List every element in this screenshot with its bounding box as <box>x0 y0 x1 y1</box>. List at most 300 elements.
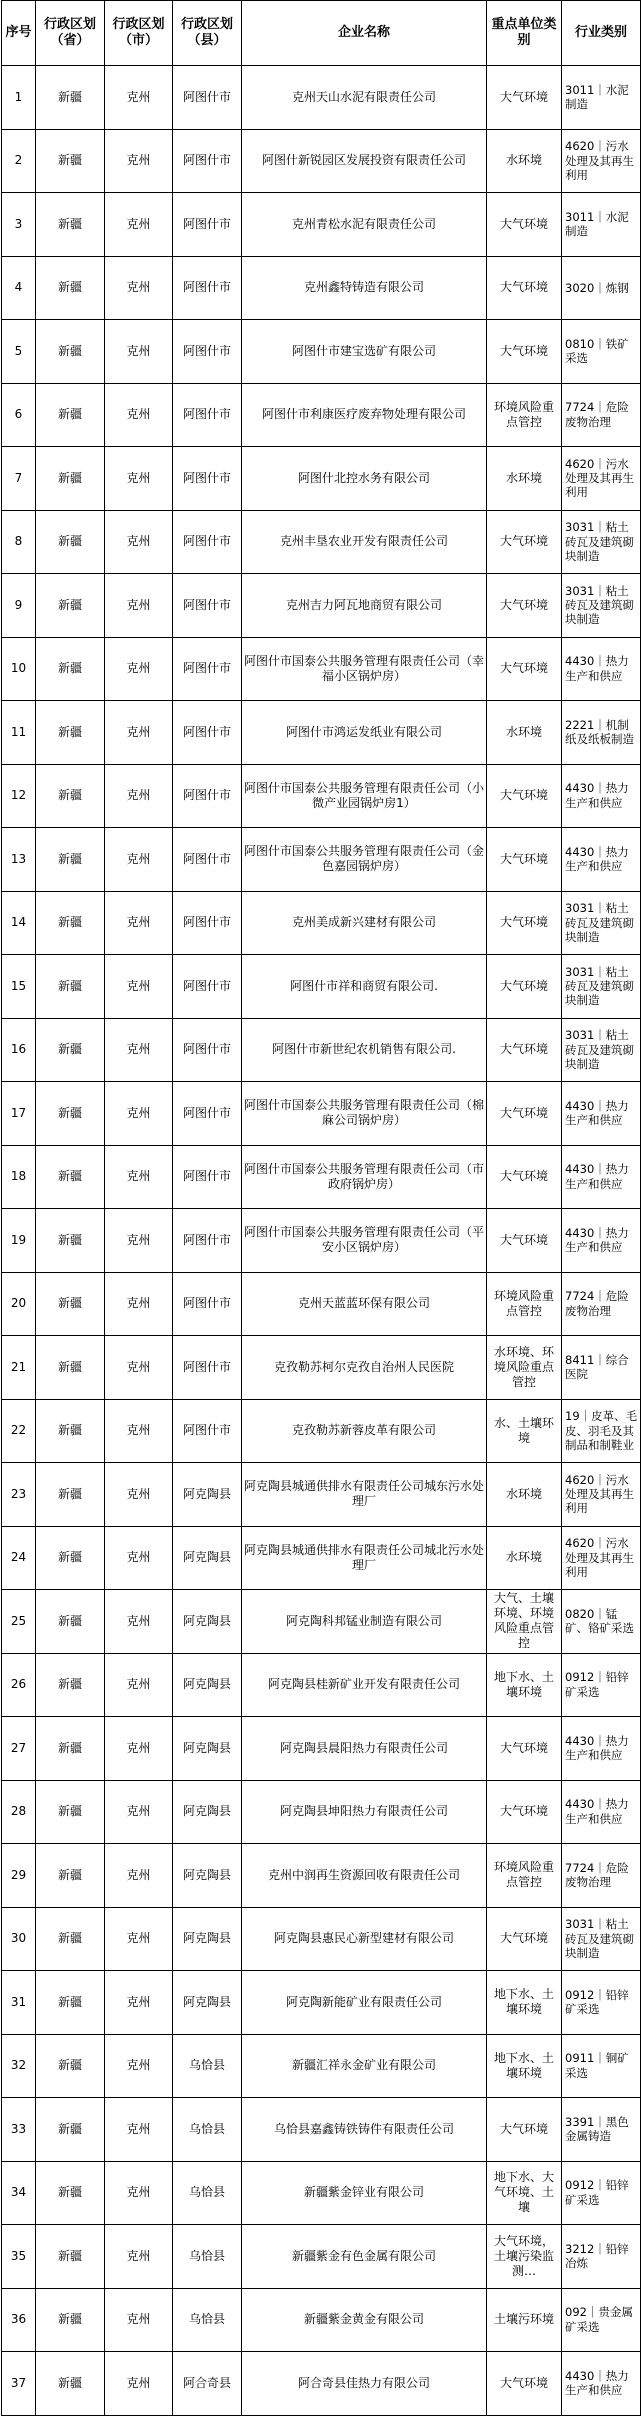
enterprise-name-cell: 克州鑫特铸造有限公司 <box>242 256 487 320</box>
unit-type-cell: 水环境 <box>487 129 562 193</box>
county-cell: 阿图什市 <box>173 1018 242 1082</box>
unit-type-cell: 大气环境 <box>487 510 562 574</box>
industry-cell: 3212｜铅锌冶炼 <box>562 2225 641 2289</box>
table-row <box>2 383 641 447</box>
county-cell: 阿图什市 <box>173 510 242 574</box>
unit-type-cell: 大气环境 <box>487 764 562 828</box>
industry-cell: 7724｜危险废物治理 <box>562 1844 641 1908</box>
enterprise-name-cell: 新疆紫金有色金属有限公司 <box>242 2225 487 2289</box>
city-cell: 克州 <box>105 1653 173 1717</box>
header-type: 重点单位类别 <box>487 1 562 66</box>
table-row <box>2 1082 641 1146</box>
province-cell: 新疆 <box>36 1717 105 1781</box>
county-cell: 阿图什市 <box>173 891 242 955</box>
seq-cell: 23 <box>2 1463 36 1527</box>
seq-cell: 30 <box>2 1907 36 1971</box>
enterprise-name-cell: 克州吉力阿瓦地商贸有限公司 <box>242 574 487 638</box>
seq-cell: 37 <box>2 2352 36 2416</box>
seq-cell: 24 <box>2 1526 36 1590</box>
table-row <box>2 1526 641 1590</box>
industry-cell: 19｜皮革、毛皮、羽毛及其制品和制鞋业 <box>562 1399 641 1463</box>
unit-type-cell: 大气环境 <box>487 2098 562 2162</box>
seq-cell: 1 <box>2 66 36 130</box>
seq-cell: 25 <box>2 1590 36 1654</box>
province-cell: 新疆 <box>36 1018 105 1082</box>
province-cell: 新疆 <box>36 1590 105 1654</box>
industry-cell: 4620｜污水处理及其再生利用 <box>562 447 641 511</box>
unit-type-cell: 环境风险重点管控 <box>487 1844 562 1908</box>
industry-cell: 092｜贵金属矿采选 <box>562 2288 641 2352</box>
industry-cell: 2221｜机制纸及纸板制造 <box>562 701 641 765</box>
table-row <box>2 574 641 638</box>
county-cell: 阿克陶县 <box>173 1653 242 1717</box>
county-cell: 阿图什市 <box>173 1272 242 1336</box>
industry-cell: 3031｜粘土砖瓦及建筑砌块制造 <box>562 510 641 574</box>
table-row <box>2 129 641 193</box>
industry-cell: 4430｜热力生产和供应 <box>562 1082 641 1146</box>
province-cell: 新疆 <box>36 320 105 384</box>
seq-cell: 21 <box>2 1336 36 1400</box>
county-cell: 阿克陶县 <box>173 1526 242 1590</box>
table-row <box>2 510 641 574</box>
industry-cell: 4430｜热力生产和供应 <box>562 1780 641 1844</box>
enterprise-name-cell: 阿克陶县惠民心新型建材有限公司 <box>242 1907 487 1971</box>
province-cell: 新疆 <box>36 1907 105 1971</box>
seq-cell: 16 <box>2 1018 36 1082</box>
unit-type-cell: 水环境 <box>487 447 562 511</box>
table-row <box>2 1463 641 1527</box>
table-row <box>2 1907 641 1971</box>
unit-type-cell: 大气环境 <box>487 1018 562 1082</box>
enterprise-name-cell: 阿合奇县佳热力有限公司 <box>242 2352 487 2416</box>
table-row <box>2 2288 641 2352</box>
province-cell: 新疆 <box>36 2034 105 2098</box>
seq-cell: 35 <box>2 2225 36 2289</box>
industry-cell: 3031｜粘土砖瓦及建筑砌块制造 <box>562 891 641 955</box>
seq-cell: 8 <box>2 510 36 574</box>
table-row <box>2 320 641 384</box>
industry-cell: 7724｜危险废物治理 <box>562 383 641 447</box>
province-cell: 新疆 <box>36 2098 105 2162</box>
table-row <box>2 2225 641 2289</box>
province-cell: 新疆 <box>36 2288 105 2352</box>
industry-cell: 4430｜热力生产和供应 <box>562 2352 641 2416</box>
city-cell: 克州 <box>105 764 173 828</box>
province-cell: 新疆 <box>36 1145 105 1209</box>
unit-type-cell: 大气环境 <box>487 1907 562 1971</box>
seq-cell: 26 <box>2 1653 36 1717</box>
city-cell: 克州 <box>105 510 173 574</box>
seq-cell: 7 <box>2 447 36 511</box>
table-row <box>2 2352 641 2416</box>
province-cell: 新疆 <box>36 1082 105 1146</box>
county-cell: 阿图什市 <box>173 637 242 701</box>
city-cell: 克州 <box>105 1971 173 2035</box>
city-cell: 克州 <box>105 2034 173 2098</box>
enterprise-name-cell: 新疆紫金黄金有限公司 <box>242 2288 487 2352</box>
unit-type-cell: 大气环境 <box>487 1082 562 1146</box>
table-header <box>2 1 641 66</box>
city-cell: 克州 <box>105 1780 173 1844</box>
header-city: 行政区划（市） <box>105 1 173 66</box>
unit-type-cell: 环境风险重点管控 <box>487 383 562 447</box>
county-cell: 阿图什市 <box>173 383 242 447</box>
industry-cell: 3031｜粘土砖瓦及建筑砌块制造 <box>562 955 641 1019</box>
table-row <box>2 701 641 765</box>
city-cell: 克州 <box>105 1082 173 1146</box>
province-cell: 新疆 <box>36 574 105 638</box>
county-cell: 阿克陶县 <box>173 1717 242 1781</box>
industry-cell: 7724｜危险废物治理 <box>562 1272 641 1336</box>
header-industry: 行业类别 <box>562 1 641 66</box>
city-cell: 克州 <box>105 193 173 257</box>
county-cell: 乌恰县 <box>173 2161 242 2225</box>
enterprise-name-cell: 阿图什市祥和商贸有限公司. <box>242 955 487 1019</box>
city-cell: 克州 <box>105 2098 173 2162</box>
province-cell: 新疆 <box>36 891 105 955</box>
city-cell: 克州 <box>105 1463 173 1527</box>
industry-cell: 3011｜水泥制造 <box>562 66 641 130</box>
province-cell: 新疆 <box>36 2352 105 2416</box>
county-cell: 乌恰县 <box>173 2034 242 2098</box>
seq-cell: 34 <box>2 2161 36 2225</box>
city-cell: 克州 <box>105 1526 173 1590</box>
county-cell: 阿克陶县 <box>173 1971 242 2035</box>
enterprise-name-cell: 乌恰县嘉鑫铸铁铸件有限责任公司 <box>242 2098 487 2162</box>
enterprise-name-cell: 阿克陶县坤阳热力有限责任公司 <box>242 1780 487 1844</box>
province-cell: 新疆 <box>36 447 105 511</box>
industry-cell: 3011｜水泥制造 <box>562 193 641 257</box>
industry-cell: 4620｜污水处理及其再生利用 <box>562 129 641 193</box>
enterprise-name-cell: 阿克陶县桂新矿业开发有限责任公司 <box>242 1653 487 1717</box>
enterprise-name-cell: 克州天蓝蓝环保有限公司 <box>242 1272 487 1336</box>
industry-cell: 0912｜铅锌矿采选 <box>562 2161 641 2225</box>
city-cell: 克州 <box>105 1844 173 1908</box>
seq-cell: 33 <box>2 2098 36 2162</box>
city-cell: 克州 <box>105 1209 173 1273</box>
table-row <box>2 66 641 130</box>
province-cell: 新疆 <box>36 66 105 130</box>
province-cell: 新疆 <box>36 1780 105 1844</box>
city-cell: 克州 <box>105 1717 173 1781</box>
seq-cell: 6 <box>2 383 36 447</box>
table-row <box>2 193 641 257</box>
industry-cell: 4620｜污水处理及其再生利用 <box>562 1463 641 1527</box>
county-cell: 阿合奇县 <box>173 2352 242 2416</box>
enterprise-name-cell: 阿克陶科邦锰业制造有限公司 <box>242 1590 487 1654</box>
unit-type-cell: 大气环境 <box>487 637 562 701</box>
county-cell: 阿图什市 <box>173 955 242 1019</box>
province-cell: 新疆 <box>36 383 105 447</box>
table-row <box>2 1209 641 1273</box>
seq-cell: 15 <box>2 955 36 1019</box>
seq-cell: 11 <box>2 701 36 765</box>
enterprise-name-cell: 阿图什市国泰公共服务管理有限责任公司（棉麻公司锅炉房） <box>242 1082 487 1146</box>
county-cell: 阿图什市 <box>173 1209 242 1273</box>
county-cell: 阿图什市 <box>173 764 242 828</box>
table-row <box>2 828 641 892</box>
city-cell: 克州 <box>105 2161 173 2225</box>
industry-cell: 3391｜黑色金属铸造 <box>562 2098 641 2162</box>
industry-cell: 0912｜铅锌矿采选 <box>562 1971 641 2035</box>
seq-cell: 17 <box>2 1082 36 1146</box>
province-cell: 新疆 <box>36 1463 105 1527</box>
county-cell: 乌恰县 <box>173 2225 242 2289</box>
header-seq: 序号 <box>2 1 36 66</box>
city-cell: 克州 <box>105 2288 173 2352</box>
enterprise-name-cell: 克孜勒苏柯尔克孜自治州人民医院 <box>242 1336 487 1400</box>
seq-cell: 5 <box>2 320 36 384</box>
city-cell: 克州 <box>105 2225 173 2289</box>
enterprise-name-cell: 阿克陶县晨阳热力有限责任公司 <box>242 1717 487 1781</box>
unit-type-cell: 大气环境，土壤污染监测… <box>487 2225 562 2289</box>
enterprise-name-cell: 阿图什市国泰公共服务管理有限责任公司（幸福小区锅炉房） <box>242 637 487 701</box>
unit-type-cell: 大气环境 <box>487 828 562 892</box>
industry-cell: 3031｜粘土砖瓦及建筑砌块制造 <box>562 574 641 638</box>
industry-cell: 4430｜热力生产和供应 <box>562 637 641 701</box>
city-cell: 克州 <box>105 574 173 638</box>
unit-type-cell: 水环境 <box>487 1526 562 1590</box>
county-cell: 阿图什市 <box>173 574 242 638</box>
seq-cell: 32 <box>2 2034 36 2098</box>
city-cell: 克州 <box>105 66 173 130</box>
enterprise-name-cell: 阿图什市国泰公共服务管理有限责任公司（金色嘉园锅炉房） <box>242 828 487 892</box>
seq-cell: 10 <box>2 637 36 701</box>
table-row <box>2 955 641 1019</box>
county-cell: 阿图什市 <box>173 193 242 257</box>
industry-cell: 0820｜锰矿、铬矿采选 <box>562 1590 641 1654</box>
industry-cell: 4430｜热力生产和供应 <box>562 764 641 828</box>
unit-type-cell: 地下水、土壤环境 <box>487 1971 562 2035</box>
city-cell: 克州 <box>105 1907 173 1971</box>
unit-type-cell: 地下水、土壤环境 <box>487 2034 562 2098</box>
unit-type-cell: 地下水、大气环境、土壤 <box>487 2161 562 2225</box>
county-cell: 阿克陶县 <box>173 1844 242 1908</box>
industry-cell: 4430｜热力生产和供应 <box>562 828 641 892</box>
province-cell: 新疆 <box>36 1653 105 1717</box>
unit-type-cell: 大气环境 <box>487 1209 562 1273</box>
unit-type-cell: 大气环境 <box>487 1780 562 1844</box>
unit-type-cell: 水环境 <box>487 1463 562 1527</box>
unit-type-cell: 水环境 <box>487 701 562 765</box>
enterprise-name-cell: 阿克陶县城通供排水有限责任公司城北污水处理厂 <box>242 1526 487 1590</box>
city-cell: 克州 <box>105 447 173 511</box>
enterprise-name-cell: 阿图什市利康医疗废弃物处理有限公司 <box>242 383 487 447</box>
table-row <box>2 1717 641 1781</box>
table-row <box>2 2098 641 2162</box>
province-cell: 新疆 <box>36 510 105 574</box>
county-cell: 阿克陶县 <box>173 1907 242 1971</box>
province-cell: 新疆 <box>36 764 105 828</box>
unit-type-cell: 大气环境 <box>487 574 562 638</box>
enterprise-name-cell: 克孜勒苏新蓉皮革有限公司 <box>242 1399 487 1463</box>
county-cell: 阿图什市 <box>173 1082 242 1146</box>
table-row <box>2 764 641 828</box>
county-cell: 阿图什市 <box>173 256 242 320</box>
city-cell: 克州 <box>105 1145 173 1209</box>
unit-type-cell: 大气环境 <box>487 891 562 955</box>
seq-cell: 27 <box>2 1717 36 1781</box>
header-name: 企业名称 <box>242 1 487 66</box>
county-cell: 阿图什市 <box>173 701 242 765</box>
unit-type-cell: 大气、土壤环境、环境风险重点管控 <box>487 1590 562 1654</box>
county-cell: 阿图什市 <box>173 1399 242 1463</box>
city-cell: 克州 <box>105 1336 173 1400</box>
unit-type-cell: 大气环境 <box>487 66 562 130</box>
table-row <box>2 1018 641 1082</box>
county-cell: 阿克陶县 <box>173 1590 242 1654</box>
enterprise-name-cell: 阿图什市鸿运发纸业有限公司 <box>242 701 487 765</box>
seq-cell: 31 <box>2 1971 36 2035</box>
unit-type-cell: 水、土壤环境 <box>487 1399 562 1463</box>
seq-cell: 14 <box>2 891 36 955</box>
unit-type-cell: 地下水、土壤环境 <box>487 1653 562 1717</box>
city-cell: 克州 <box>105 828 173 892</box>
seq-cell: 4 <box>2 256 36 320</box>
province-cell: 新疆 <box>36 193 105 257</box>
city-cell: 克州 <box>105 955 173 1019</box>
enterprise-name-cell: 克州丰垦农业开发有限责任公司 <box>242 510 487 574</box>
enterprise-name-cell: 阿克陶新能矿业有限责任公司 <box>242 1971 487 2035</box>
city-cell: 克州 <box>105 891 173 955</box>
province-cell: 新疆 <box>36 955 105 1019</box>
county-cell: 乌恰县 <box>173 2098 242 2162</box>
county-cell: 阿图什市 <box>173 1145 242 1209</box>
table-row <box>2 2034 641 2098</box>
province-cell: 新疆 <box>36 828 105 892</box>
unit-type-cell: 大气环境 <box>487 1145 562 1209</box>
county-cell: 阿图什市 <box>173 320 242 384</box>
industry-cell: 4430｜热力生产和供应 <box>562 1209 641 1273</box>
table-row <box>2 891 641 955</box>
seq-cell: 20 <box>2 1272 36 1336</box>
province-cell: 新疆 <box>36 256 105 320</box>
industry-cell: 0911｜铜矿采选 <box>562 2034 641 2098</box>
province-cell: 新疆 <box>36 129 105 193</box>
unit-type-cell: 土壤污环境 <box>487 2288 562 2352</box>
enterprise-name-cell: 阿图什新锐园区发展投资有限责任公司 <box>242 129 487 193</box>
city-cell: 克州 <box>105 129 173 193</box>
province-cell: 新疆 <box>36 2225 105 2289</box>
enterprise-name-cell: 克州青松水泥有限责任公司 <box>242 193 487 257</box>
enterprise-name-cell: 阿图什北控水务有限公司 <box>242 447 487 511</box>
province-cell: 新疆 <box>36 2161 105 2225</box>
city-cell: 克州 <box>105 1399 173 1463</box>
seq-cell: 22 <box>2 1399 36 1463</box>
seq-cell: 19 <box>2 1209 36 1273</box>
enterprise-name-cell: 克州中润再生资源回收有限责任公司 <box>242 1844 487 1908</box>
table-row <box>2 637 641 701</box>
unit-type-cell: 大气环境 <box>487 256 562 320</box>
header-county: 行政区划（县） <box>173 1 242 66</box>
industry-cell: 3031｜粘土砖瓦及建筑砌块制造 <box>562 1907 641 1971</box>
county-cell: 阿克陶县 <box>173 1463 242 1527</box>
table-body <box>2 66 641 2416</box>
province-cell: 新疆 <box>36 637 105 701</box>
seq-cell: 13 <box>2 828 36 892</box>
province-cell: 新疆 <box>36 1272 105 1336</box>
unit-type-cell: 水环境、环境风险重点管控 <box>487 1336 562 1400</box>
enterprise-name-cell: 克州美成新兴建材有限公司 <box>242 891 487 955</box>
table-row <box>2 1399 641 1463</box>
enterprise-name-cell: 阿图什市国泰公共服务管理有限责任公司（平安小区锅炉房） <box>242 1209 487 1273</box>
table-row <box>2 2161 641 2225</box>
enterprise-name-cell: 阿图什市国泰公共服务管理有限责任公司（小微产业园锅炉房1） <box>242 764 487 828</box>
city-cell: 克州 <box>105 256 173 320</box>
city-cell: 克州 <box>105 1590 173 1654</box>
header-province: 行政区划（省） <box>36 1 105 66</box>
county-cell: 乌恰县 <box>173 2288 242 2352</box>
seq-cell: 18 <box>2 1145 36 1209</box>
county-cell: 阿克陶县 <box>173 1780 242 1844</box>
table-row <box>2 447 641 511</box>
enterprise-name-cell: 阿图什市国泰公共服务管理有限责任公司（市政府锅炉房） <box>242 1145 487 1209</box>
enterprise-table <box>1 0 641 2416</box>
enterprise-name-cell: 新疆紫金锌业有限公司 <box>242 2161 487 2225</box>
province-cell: 新疆 <box>36 701 105 765</box>
county-cell: 阿图什市 <box>173 66 242 130</box>
city-cell: 克州 <box>105 637 173 701</box>
industry-cell: 3031｜粘土砖瓦及建筑砌块制造 <box>562 1018 641 1082</box>
province-cell: 新疆 <box>36 1209 105 1273</box>
county-cell: 阿图什市 <box>173 828 242 892</box>
city-cell: 克州 <box>105 320 173 384</box>
table-row <box>2 1145 641 1209</box>
industry-cell: 3020｜炼钢 <box>562 256 641 320</box>
table-row <box>2 1844 641 1908</box>
province-cell: 新疆 <box>36 1526 105 1590</box>
seq-cell: 9 <box>2 574 36 638</box>
enterprise-name-cell: 阿图什市建宝选矿有限公司 <box>242 320 487 384</box>
city-cell: 克州 <box>105 1018 173 1082</box>
industry-cell: 4430｜热力生产和供应 <box>562 1145 641 1209</box>
city-cell: 克州 <box>105 383 173 447</box>
industry-cell: 4430｜热力生产和供应 <box>562 1717 641 1781</box>
city-cell: 克州 <box>105 2352 173 2416</box>
table-row <box>2 1272 641 1336</box>
unit-type-cell: 大气环境 <box>487 320 562 384</box>
unit-type-cell: 环境风险重点管控 <box>487 1272 562 1336</box>
province-cell: 新疆 <box>36 1336 105 1400</box>
header-row <box>2 1 641 66</box>
province-cell: 新疆 <box>36 1844 105 1908</box>
industry-cell: 0810｜铁矿采选 <box>562 320 641 384</box>
enterprise-name-cell: 阿图什市新世纪农机销售有限公司. <box>242 1018 487 1082</box>
enterprise-name-cell: 新疆汇祥永金矿业有限公司 <box>242 2034 487 2098</box>
industry-cell: 4620｜污水处理及其再生利用 <box>562 1526 641 1590</box>
city-cell: 克州 <box>105 1272 173 1336</box>
industry-cell: 0912｜铅锌矿采选 <box>562 1653 641 1717</box>
seq-cell: 3 <box>2 193 36 257</box>
unit-type-cell: 大气环境 <box>487 193 562 257</box>
unit-type-cell: 大气环境 <box>487 955 562 1019</box>
county-cell: 阿图什市 <box>173 1336 242 1400</box>
province-cell: 新疆 <box>36 1971 105 2035</box>
table-row <box>2 1590 641 1654</box>
unit-type-cell: 大气环境 <box>487 1717 562 1781</box>
unit-type-cell: 大气环境 <box>487 2352 562 2416</box>
seq-cell: 12 <box>2 764 36 828</box>
table-row <box>2 1336 641 1400</box>
seq-cell: 29 <box>2 1844 36 1908</box>
county-cell: 阿图什市 <box>173 129 242 193</box>
enterprise-name-cell: 阿克陶县城通供排水有限责任公司城东污水处理厂 <box>242 1463 487 1527</box>
table-row <box>2 1653 641 1717</box>
province-cell: 新疆 <box>36 1399 105 1463</box>
county-cell: 阿图什市 <box>173 447 242 511</box>
industry-cell: 8411｜综合医院 <box>562 1336 641 1400</box>
seq-cell: 28 <box>2 1780 36 1844</box>
